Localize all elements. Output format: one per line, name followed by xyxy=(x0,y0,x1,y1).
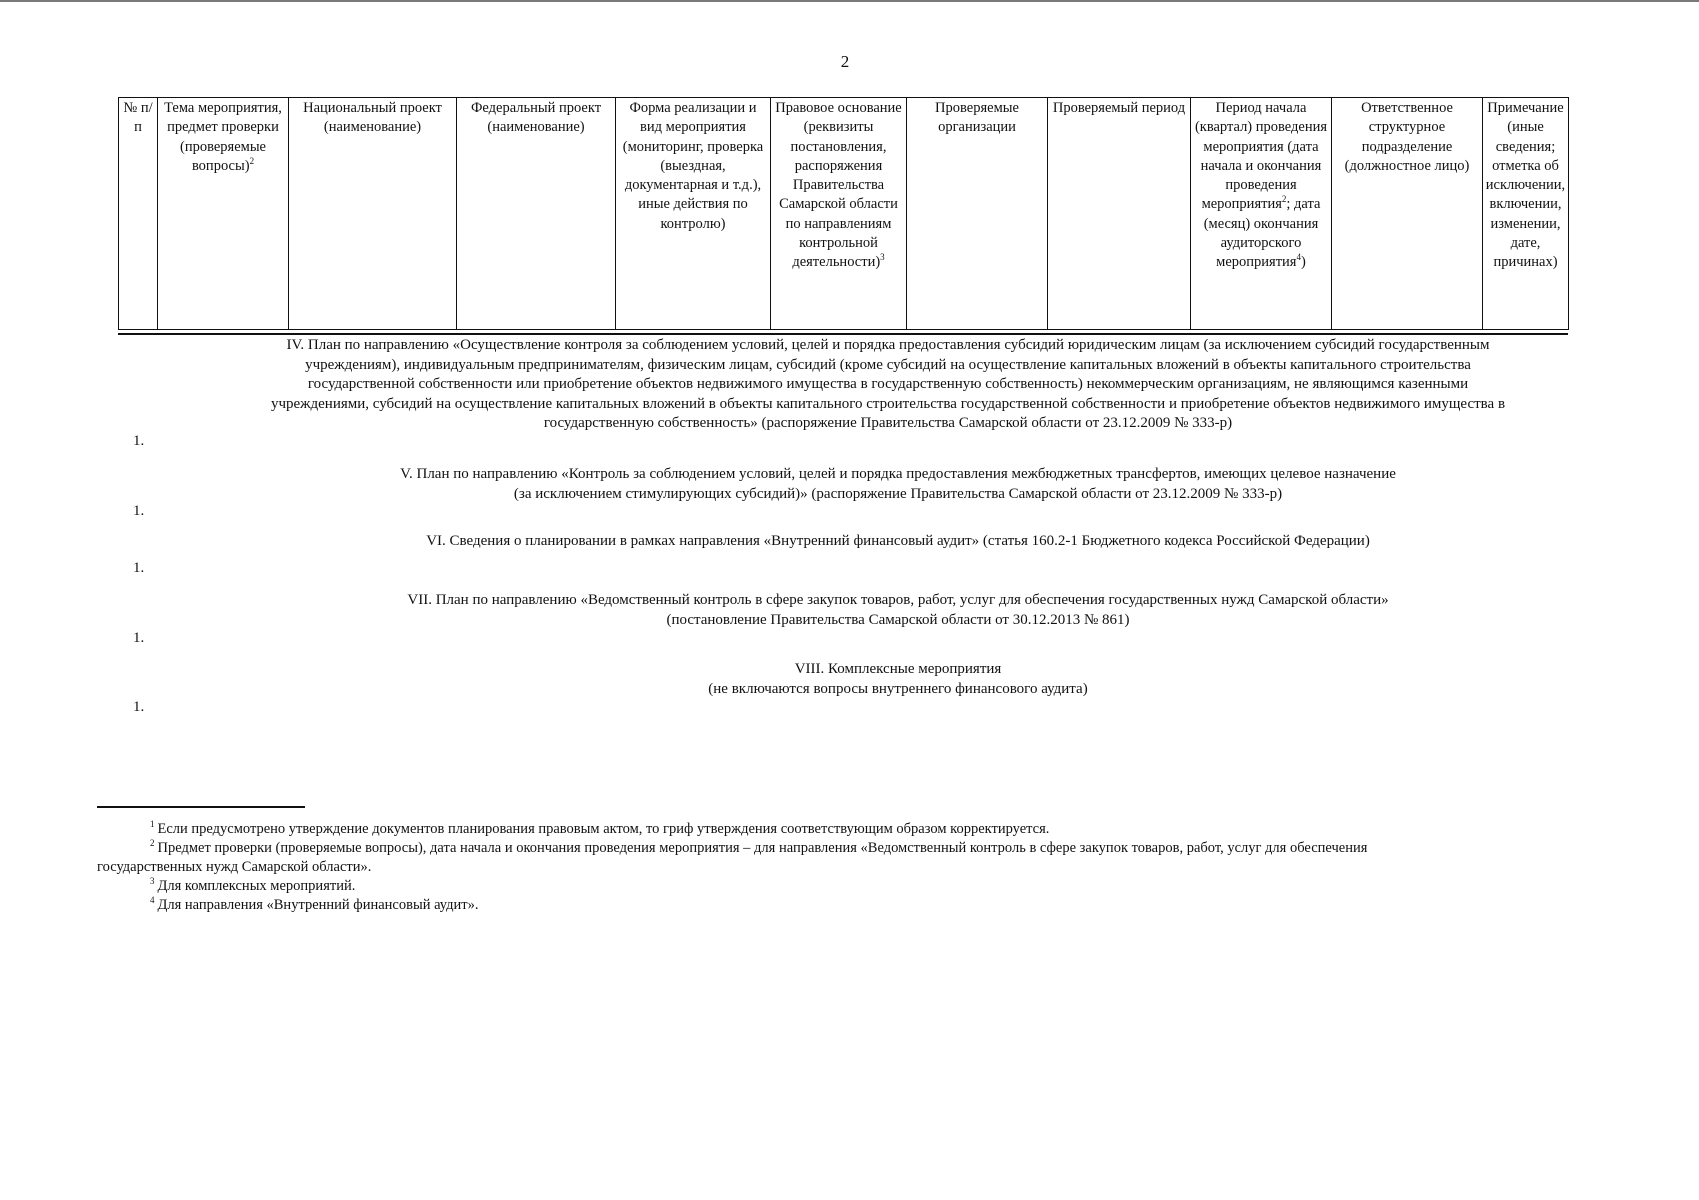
section-viii-heading xyxy=(200,660,1596,699)
col-header-responsible: Ответственное структурное подразделение (должностное лицо) xyxy=(1332,98,1483,330)
col-header-national-project: Национальный проект (наименование) xyxy=(289,98,457,330)
section-heading-line: государственной собственности или приобретение объектов недвижимого имущества в государственную собственность) некоммерческим организациям, не являющимся казенными xyxy=(307,376,1469,392)
section-heading-line: (за исключением стимулирующих субсидий)» (распоряжение Правительства Самарской области от 23.12.2009 № 333-р) xyxy=(513,485,1283,502)
section-vi-row-number: 1. xyxy=(133,560,145,576)
col-header-legal-basis: Правовое основание (реквизиты постановления, распоряжения Правительства Самарской области по направлениям контрольной деятельности)$^3$ xyxy=(771,98,907,330)
col-header-form: Форма реализации и вид мероприятия (мониторинг, проверка (выездная, документарная и т.д.), иные действия по контролю) xyxy=(616,98,771,330)
table-bottom-border xyxy=(118,333,1568,335)
section-viii-row-number: 1. xyxy=(133,699,145,715)
section-heading-line: государственную собственность» (распоряжение Правительства Самарской области от 23.12.2009 № 333-р) xyxy=(543,415,1233,431)
plan-table-header xyxy=(118,97,1569,330)
section-v-row-number: 1. xyxy=(133,503,145,519)
section-vii-heading xyxy=(200,591,1596,630)
section-heading-line: IV. План по направлению «Осуществление контроля за соблюдением условий, целей и порядка предоставления субсидий юридическим лицам (за исключением субсидий государственным xyxy=(286,337,1490,353)
col-header-organizations: Проверяемые организации xyxy=(907,98,1048,330)
footnote-2-continuation: государственных нужд Самарской области». xyxy=(97,859,372,875)
footnote-4: $^4$ Для направления «Внутренний финансовый аудит». xyxy=(150,895,479,913)
section-v-heading xyxy=(200,465,1596,504)
section-vi-heading xyxy=(200,532,1596,552)
col-header-note: Примечание (иные сведения; отметка об исключении, включении, изменении, дате, причинах) xyxy=(1483,98,1569,330)
footnote-3: $^3$ Для комплексных мероприятий. xyxy=(150,876,356,894)
col-header-period: Проверяемый период xyxy=(1048,98,1191,330)
col-header-topic: Тема мероприятия, предмет проверки (проверяемые вопросы)$^2$ xyxy=(158,98,289,330)
section-iv-heading xyxy=(178,336,1598,434)
section-heading-line: (не включаются вопросы внутреннего финансового аудита) xyxy=(708,680,1088,697)
section-heading-line: (постановление Правительства Самарской области от 30.12.2013 № 861) xyxy=(666,611,1130,628)
top-border-line xyxy=(0,0,1699,2)
page-number: 2 xyxy=(840,52,850,71)
section-heading-line: учреждениям), индивидуальным предпринимателям, физическим лицам, субсидий (кроме субсидий на осуществление капитальных вложений в объекты капитального строительства xyxy=(305,356,1471,373)
section-heading-line: VII. План по направлению «Ведомственный контроль в сфере закупок товаров, работ, услуг для обеспечения государственных нужд Самарской области» xyxy=(407,592,1389,608)
section-heading-line: VI. Сведения о планировании в рамках направления «Внутренний финансовый аудит» (статья 160.2-1 Бюджетного кодекса Российской Федерации) xyxy=(426,533,1370,549)
footnote-separator xyxy=(97,806,305,808)
section-heading-line: V. План по направлению «Контроль за соблюдением условий, целей и порядка предоставления межбюджетных трансфертов, имеющих целевое назначение xyxy=(400,466,1396,482)
section-vii-row-number: 1. xyxy=(133,630,145,646)
section-heading-line: учреждениями, субсидий на осуществление капитальных вложений в объекты капитального строительства государственной собственности и приобретение объектов недвижимого имущества в xyxy=(270,395,1506,412)
col-header-number: № п/п xyxy=(119,98,158,330)
section-heading-line: VIII. Комплексные мероприятия xyxy=(794,661,1002,677)
footnote-2: $^2$ Предмет проверки (проверяемые вопросы), дата начала и окончания проведения мероприятия – для направления «Ведомственный контроль в сфере закупок товаров, работ, услуг для обеспечения xyxy=(150,838,1368,856)
section-iv-row-number: 1. xyxy=(133,433,145,449)
col-header-federal-project: Федеральный проект (наименование) xyxy=(457,98,616,330)
footnote-1: $^1$ Если предусмотрено утверждение документов планирования правовым актом, то гриф утверждения соответствующим образом корректируется. xyxy=(150,819,1050,837)
col-header-start-period: Период начала (квартал) проведения мероприятия (дата начала и окончания проведения мероприятия$^2$; дата (месяц) окончания аудиторского мероприятия$^4$) xyxy=(1191,98,1332,330)
